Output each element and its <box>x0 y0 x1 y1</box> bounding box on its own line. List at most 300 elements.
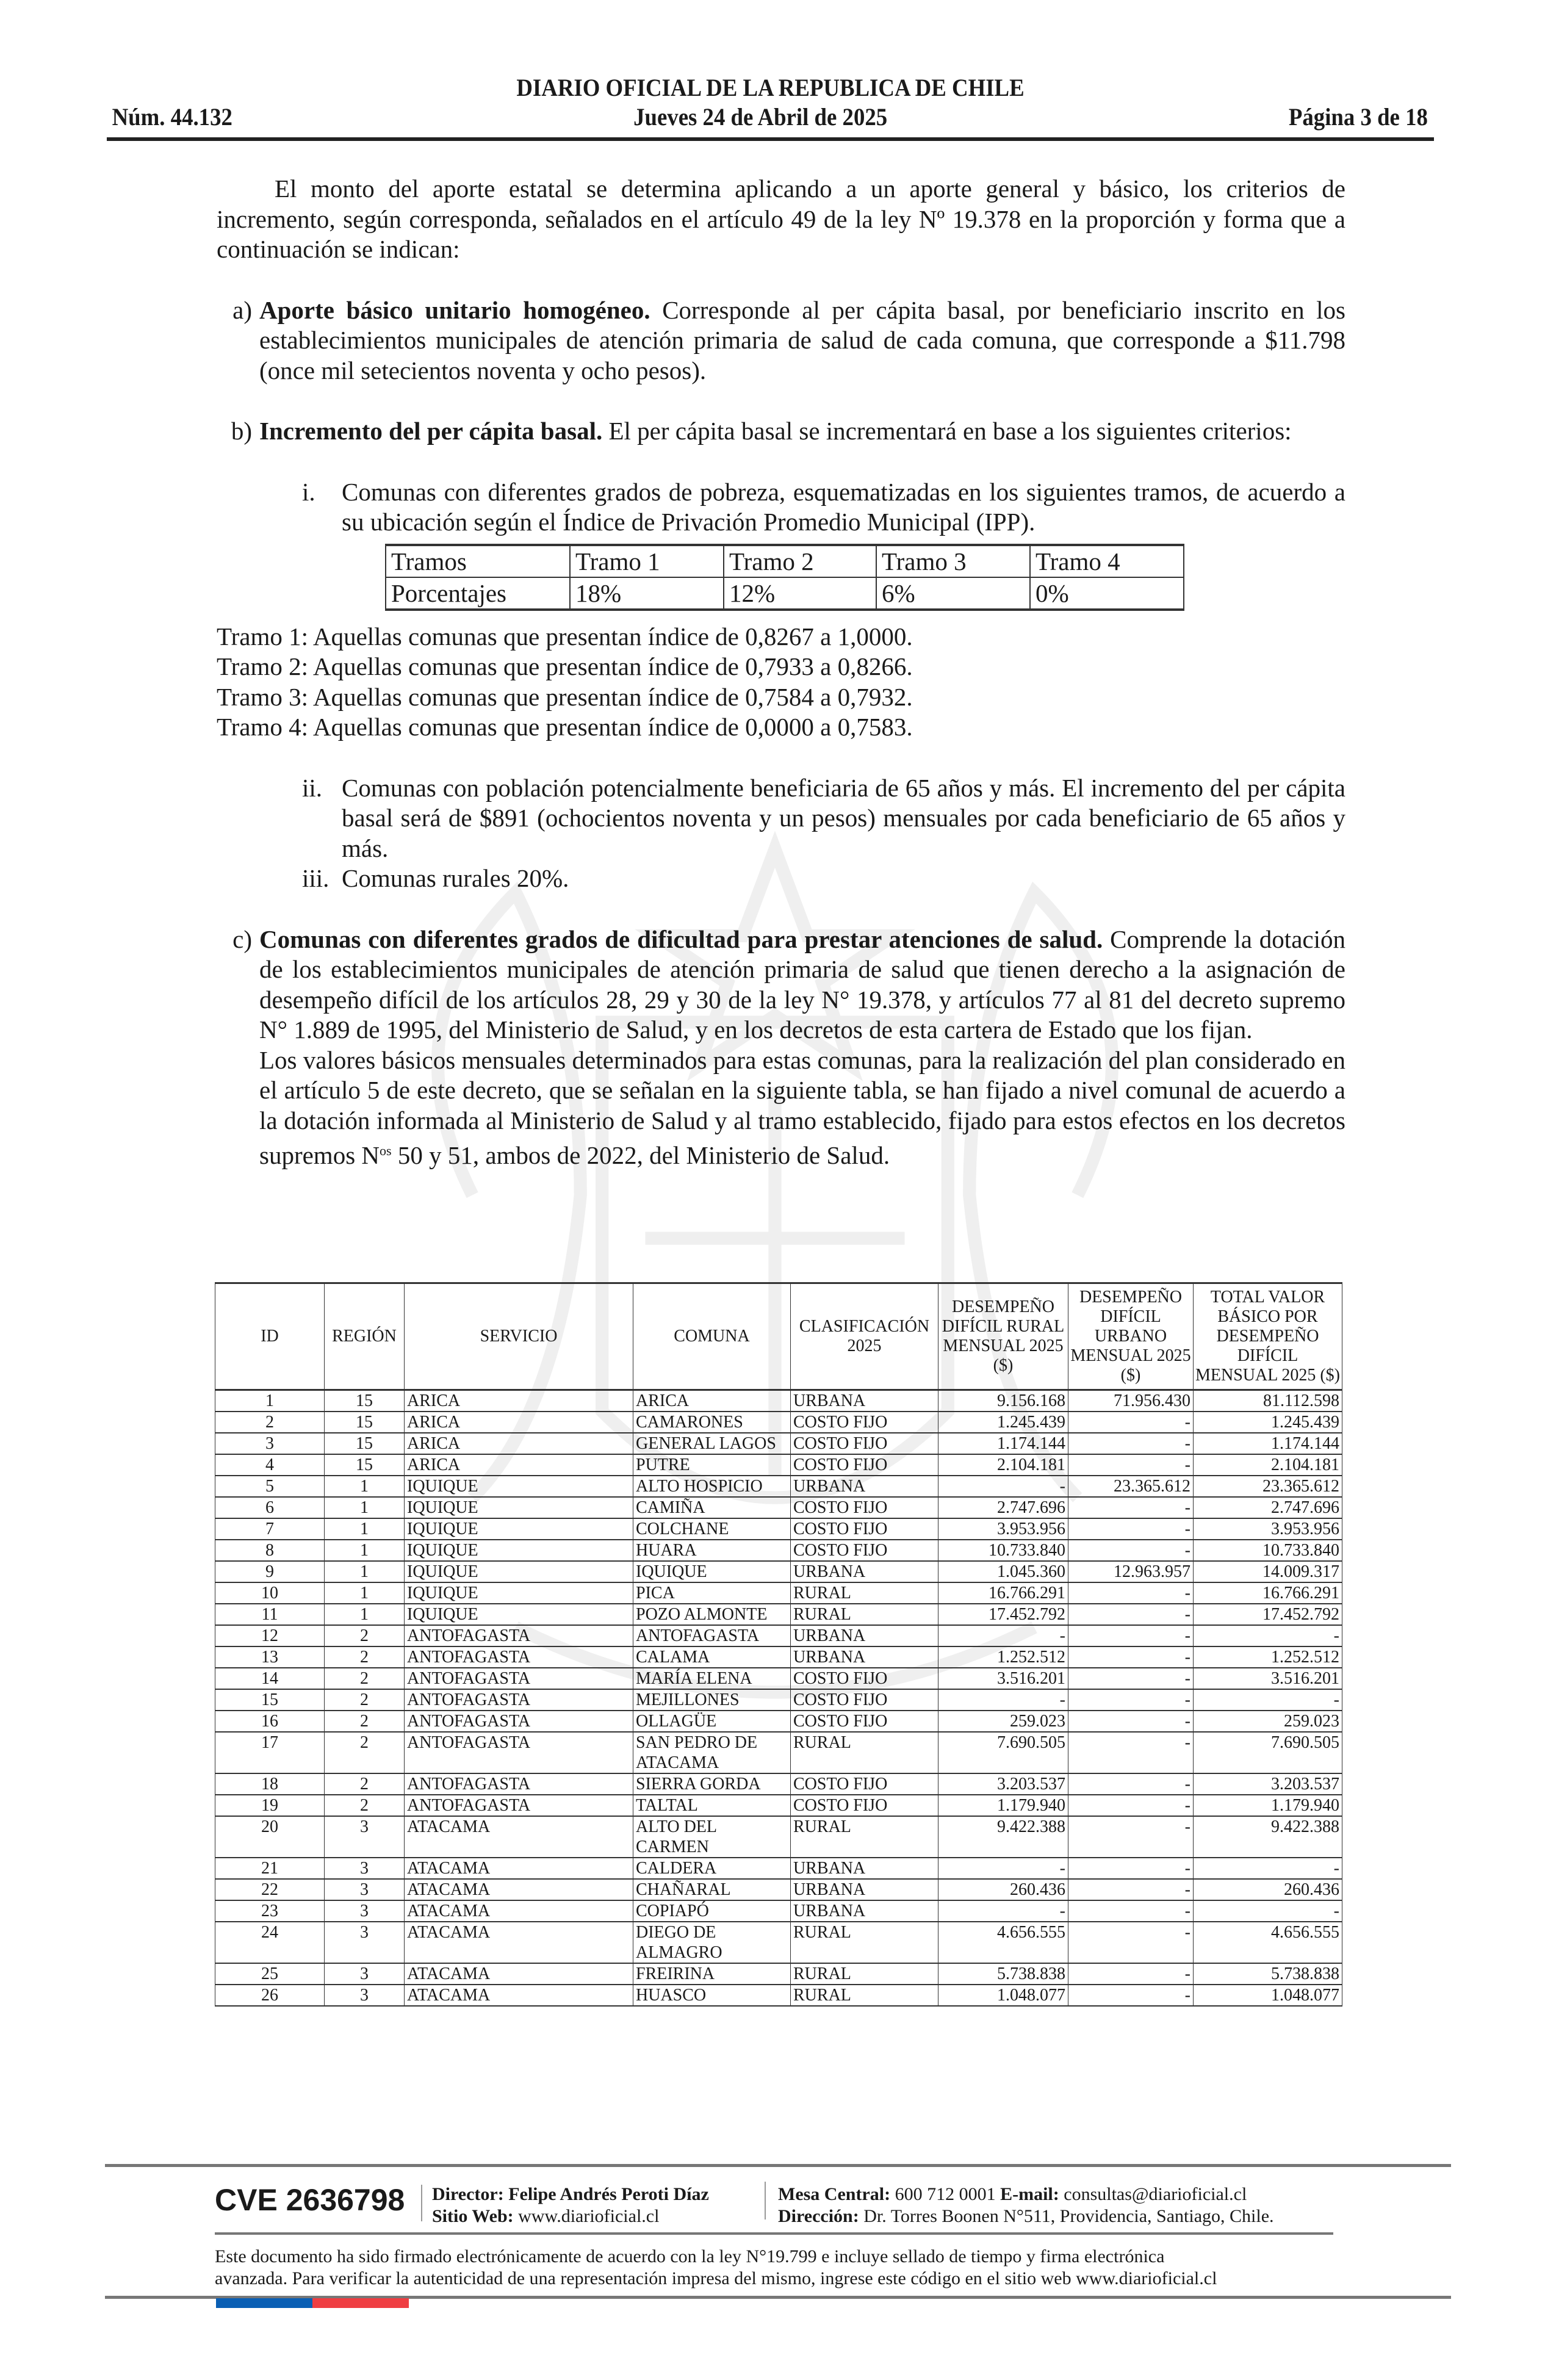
cell-total: 3.516.201 <box>1194 1668 1342 1689</box>
cell-clasificacion: COSTO FIJO <box>791 1454 938 1476</box>
footer-separator <box>421 2185 422 2221</box>
cell-clasificacion: RURAL <box>791 1922 938 1963</box>
table-row <box>215 1561 1342 1582</box>
cell-urbano: - <box>1068 1773 1194 1795</box>
cell-clasificacion: RURAL <box>791 1604 938 1625</box>
address-label: Dirección: <box>778 2206 859 2226</box>
cell-region: 2 <box>325 1668 405 1689</box>
cell-rural: - <box>938 1476 1068 1497</box>
cell-servicio: ARICA <box>405 1390 633 1412</box>
cell-servicio: ARICA <box>405 1412 633 1433</box>
email-link[interactable]: consultas@diarioficial.cl <box>1059 2184 1247 2204</box>
cell-id: 26 <box>215 1985 325 2006</box>
table-row <box>215 1879 1342 1900</box>
cell-urbano: - <box>1068 1646 1194 1668</box>
cell-total: 7.690.505 <box>1194 1732 1342 1773</box>
section-b-item-ii <box>302 773 1345 864</box>
cell-rural: 3.953.956 <box>938 1518 1068 1540</box>
cell-servicio: ARICA <box>405 1433 633 1454</box>
section-b <box>217 416 1345 447</box>
cell-region: 1 <box>325 1476 405 1497</box>
cell-total: 81.112.598 <box>1194 1390 1342 1412</box>
cell-rural: 2.104.181 <box>938 1454 1068 1476</box>
cell-comuna: IQUIQUE <box>633 1561 791 1582</box>
document-body <box>217 174 1345 1171</box>
section-b-title: Incremento del per cápita basal. <box>259 417 603 445</box>
cell-clasificacion: URBANA <box>791 1561 938 1582</box>
cell-clasificacion: RURAL <box>791 1732 938 1773</box>
table-row <box>215 1985 1342 2006</box>
cell-id: 3 <box>215 1433 325 1454</box>
column-header-comuna: COMUNA <box>633 1283 791 1390</box>
table-row <box>215 1711 1342 1732</box>
cell-region: 2 <box>325 1646 405 1668</box>
cell-urbano: - <box>1068 1412 1194 1433</box>
column-header-total: TOTAL VALOR BÁSICO POR DESEMPEÑO DIFÍCIL MENSUAL 2025 ($) <box>1194 1283 1342 1390</box>
cell-comuna: COLCHANE <box>633 1518 791 1540</box>
cell-total: - <box>1194 1689 1342 1711</box>
cell-urbano: - <box>1068 1540 1194 1561</box>
cell-urbano: - <box>1068 1922 1194 1963</box>
cell-region: 15 <box>325 1433 405 1454</box>
tramo-definition: Tramo 1: Aquellas comunas que presentan índice de 0,8267 a 1,0000. <box>217 622 913 651</box>
cell-rural: 1.179.940 <box>938 1795 1068 1816</box>
cell-id: 23 <box>215 1900 325 1922</box>
column-header-id: ID <box>215 1283 325 1390</box>
address-value: Dr. Torres Boonen N°511, Providencia, Santiago, Chile. <box>859 2206 1274 2226</box>
director-name: Felipe Andrés Peroti Díaz <box>503 2184 709 2204</box>
cell-id: 20 <box>215 1816 325 1858</box>
cell-servicio: IQUIQUE <box>405 1540 633 1561</box>
section-b-item-iii <box>302 864 1345 894</box>
publication-title: DIARIO OFICIAL DE LA REPUBLICA DE CHILE <box>516 74 1025 101</box>
cell-total: 260.436 <box>1194 1879 1342 1900</box>
flag-stripe-red <box>312 2298 409 2308</box>
cell-clasificacion: URBANA <box>791 1858 938 1879</box>
cell-servicio: IQUIQUE <box>405 1476 633 1497</box>
footer-divider <box>105 2164 1451 2167</box>
cell-rural: - <box>938 1689 1068 1711</box>
web-label: Sitio Web: <box>432 2206 514 2226</box>
cell-servicio: ANTOFAGASTA <box>405 1625 633 1646</box>
cell-rural: 260.436 <box>938 1879 1068 1900</box>
cell-total: 3.953.956 <box>1194 1518 1342 1540</box>
cell-rural: 3.203.537 <box>938 1773 1068 1795</box>
table-cell: Tramo 2 <box>724 545 876 577</box>
table-cell: Tramo 3 <box>876 545 1030 577</box>
section-c <box>217 925 1345 1171</box>
cell-region: 3 <box>325 1922 405 1963</box>
cell-urbano: - <box>1068 1732 1194 1773</box>
cell-id: 2 <box>215 1412 325 1433</box>
cell-comuna: ANTOFAGASTA <box>633 1625 791 1646</box>
tramo-definition: Tramo 3: Aquellas comunas que presentan índice de 0,7584 a 0,7932. <box>217 682 913 711</box>
table-row <box>215 1900 1342 1922</box>
cell-comuna: COPIAPÓ <box>633 1900 791 1922</box>
cell-rural: 1.174.144 <box>938 1433 1068 1454</box>
table-row <box>215 1497 1342 1518</box>
superscript: os <box>380 1143 392 1158</box>
table-row <box>215 1922 1342 1963</box>
cell-urbano: 71.956.430 <box>1068 1390 1194 1412</box>
phone-label: Mesa Central: <box>778 2184 891 2204</box>
section-a-title: Aporte básico unitario homogéneo. <box>259 295 650 324</box>
web-link[interactable]: www.diarioficial.cl <box>513 2206 660 2226</box>
cell-rural: 3.516.201 <box>938 1668 1068 1689</box>
cell-total: 23.365.612 <box>1194 1476 1342 1497</box>
table-row <box>215 1518 1342 1540</box>
cell-urbano: - <box>1068 1879 1194 1900</box>
cell-urbano: 12.963.957 <box>1068 1561 1194 1582</box>
tramos-table <box>385 544 1184 611</box>
cell-rural: 4.656.555 <box>938 1922 1068 1963</box>
cell-clasificacion: RURAL <box>791 1963 938 1985</box>
cell-total: 9.422.388 <box>1194 1816 1342 1858</box>
cell-servicio: IQUIQUE <box>405 1604 633 1625</box>
table-row <box>215 1582 1342 1604</box>
section-c-paragraph2-end: 50 y 51, ambos de 2022, del Ministerio de Salud. <box>391 1141 890 1169</box>
cell-id: 17 <box>215 1732 325 1773</box>
footer-contact-block <box>778 2183 1274 2227</box>
cell-total: 17.452.792 <box>1194 1604 1342 1625</box>
cell-rural: 1.252.512 <box>938 1646 1068 1668</box>
cell-clasificacion: COSTO FIJO <box>791 1497 938 1518</box>
signature-note-line: Este documento ha sido firmado electrónicamente de acuerdo con la ley N°19.799 e incluye sellado de tiempo y firma electrónica <box>215 2246 1165 2266</box>
cell-id: 9 <box>215 1561 325 1582</box>
cell-comuna: OLLAGÜE <box>633 1711 791 1732</box>
cell-servicio: ARICA <box>405 1454 633 1476</box>
section-b-text: El per cápita basal se incrementará en base a los siguientes criterios: <box>602 417 1292 445</box>
table-row <box>215 1540 1342 1561</box>
cell-region: 3 <box>325 1816 405 1858</box>
cell-clasificacion: URBANA <box>791 1879 938 1900</box>
cell-clasificacion: COSTO FIJO <box>791 1795 938 1816</box>
cell-region: 1 <box>325 1518 405 1540</box>
cell-rural: 17.452.792 <box>938 1604 1068 1625</box>
cell-region: 3 <box>325 1858 405 1879</box>
cell-total: 259.023 <box>1194 1711 1342 1732</box>
cell-urbano: - <box>1068 1582 1194 1604</box>
cell-comuna: CAMARONES <box>633 1412 791 1433</box>
cell-region: 2 <box>325 1795 405 1816</box>
cell-comuna: ALTO HOSPICIO <box>633 1476 791 1497</box>
header-divider <box>107 137 1434 141</box>
cell-servicio: ANTOFAGASTA <box>405 1668 633 1689</box>
section-c-title: Comunas con diferentes grados de dificultad para prestar atenciones de salud. <box>259 925 1103 953</box>
cell-servicio: ATACAMA <box>405 1858 633 1879</box>
cell-comuna: ARICA <box>633 1390 791 1412</box>
cell-servicio: ANTOFAGASTA <box>405 1732 633 1773</box>
cell-rural: 2.747.696 <box>938 1497 1068 1518</box>
cell-comuna: PUTRE <box>633 1454 791 1476</box>
cell-region: 2 <box>325 1773 405 1795</box>
cell-region: 15 <box>325 1412 405 1433</box>
cell-servicio: ANTOFAGASTA <box>405 1773 633 1795</box>
cell-servicio: ATACAMA <box>405 1900 633 1922</box>
table-cell: Tramo 4 <box>1030 545 1184 577</box>
table-row <box>215 1476 1342 1497</box>
cell-servicio: IQUIQUE <box>405 1518 633 1540</box>
cell-comuna: DIEGO DE ALMAGRO <box>633 1922 791 1963</box>
column-header-region: REGIÓN <box>325 1283 405 1390</box>
cell-servicio: ATACAMA <box>405 1922 633 1963</box>
cell-servicio: IQUIQUE <box>405 1497 633 1518</box>
cell-rural: 1.048.077 <box>938 1985 1068 2006</box>
cell-total: 1.252.512 <box>1194 1646 1342 1668</box>
section-b-item-i <box>302 477 1345 538</box>
cell-urbano: - <box>1068 1625 1194 1646</box>
cell-urbano: 23.365.612 <box>1068 1476 1194 1497</box>
cell-region: 3 <box>325 1879 405 1900</box>
section-a <box>217 295 1345 386</box>
cell-comuna: FREIRINA <box>633 1963 791 1985</box>
cell-region: 3 <box>325 1985 405 2006</box>
cell-urbano: - <box>1068 1668 1194 1689</box>
cell-total: 1.174.144 <box>1194 1433 1342 1454</box>
issue-date: Jueves 24 de Abril de 2025 <box>633 103 887 131</box>
cell-id: 18 <box>215 1773 325 1795</box>
table-row <box>215 1795 1342 1816</box>
cell-total: 2.104.181 <box>1194 1454 1342 1476</box>
cell-total: 2.747.696 <box>1194 1497 1342 1518</box>
tramo-definition: Tramo 2: Aquellas comunas que presentan índice de 0,7933 a 0,8266. <box>217 652 913 680</box>
cell-rural: - <box>938 1858 1068 1879</box>
issue-number: Núm. 44.132 <box>112 103 232 131</box>
cell-urbano: - <box>1068 1518 1194 1540</box>
cell-clasificacion: URBANA <box>791 1646 938 1668</box>
cell-urbano: - <box>1068 1963 1194 1985</box>
cell-rural: 7.690.505 <box>938 1732 1068 1773</box>
cell-total: 14.009.317 <box>1194 1561 1342 1582</box>
cell-servicio: IQUIQUE <box>405 1582 633 1604</box>
cve-code: CVE 2636798 <box>215 2183 405 2217</box>
cell-region: 1 <box>325 1540 405 1561</box>
cell-clasificacion: URBANA <box>791 1476 938 1497</box>
cell-servicio: ATACAMA <box>405 1879 633 1900</box>
cell-id: 22 <box>215 1879 325 1900</box>
page-number: Página 3 de 18 <box>1289 103 1428 131</box>
cell-total: 4.656.555 <box>1194 1922 1342 1963</box>
cell-urbano: - <box>1068 1689 1194 1711</box>
cell-region: 15 <box>325 1390 405 1412</box>
cell-servicio: ANTOFAGASTA <box>405 1689 633 1711</box>
cell-total: 10.733.840 <box>1194 1540 1342 1561</box>
table-cell: 18% <box>570 577 724 610</box>
cell-comuna: GENERAL LAGOS <box>633 1433 791 1454</box>
cell-comuna: ALTO DEL CARMEN <box>633 1816 791 1858</box>
item-text: Comunas con diferentes grados de pobreza, esquematizadas en los siguientes tramos, de acuerdo a su ubicación según el Índice de Privación Promedio Municipal (IPP). <box>342 477 1345 536</box>
cell-region: 1 <box>325 1604 405 1625</box>
cell-region: 2 <box>325 1625 405 1646</box>
cell-id: 12 <box>215 1625 325 1646</box>
cell-region: 2 <box>325 1732 405 1773</box>
item-marker: i. <box>302 477 315 506</box>
cell-id: 19 <box>215 1795 325 1816</box>
cell-clasificacion: RURAL <box>791 1816 938 1858</box>
cell-id: 6 <box>215 1497 325 1518</box>
cell-id: 25 <box>215 1963 325 1985</box>
cell-rural: 10.733.840 <box>938 1540 1068 1561</box>
table-cell: Porcentajes <box>386 577 570 610</box>
cell-clasificacion: COSTO FIJO <box>791 1773 938 1795</box>
column-header-urbano: DESEMPEÑO DIFÍCIL URBANO MENSUAL 2025 ($) <box>1068 1283 1194 1390</box>
cell-urbano: - <box>1068 1900 1194 1922</box>
cell-clasificacion: COSTO FIJO <box>791 1668 938 1689</box>
table-row <box>215 1816 1342 1858</box>
cell-clasificacion: RURAL <box>791 1985 938 2006</box>
cell-rural: 9.422.388 <box>938 1816 1068 1858</box>
cell-region: 1 <box>325 1497 405 1518</box>
cell-region: 3 <box>325 1900 405 1922</box>
cell-clasificacion: URBANA <box>791 1390 938 1412</box>
flag-stripe-blue <box>216 2298 312 2308</box>
cell-comuna: POZO ALMONTE <box>633 1604 791 1625</box>
cell-comuna: CAMIÑA <box>633 1497 791 1518</box>
tramos-header-row <box>386 545 1184 577</box>
cell-urbano: - <box>1068 1858 1194 1879</box>
cell-region: 3 <box>325 1963 405 1985</box>
cell-id: 8 <box>215 1540 325 1561</box>
table-cell: Tramos <box>386 545 570 577</box>
cell-comuna: MEJILLONES <box>633 1689 791 1711</box>
cell-comuna: SIERRA GORDA <box>633 1773 791 1795</box>
cell-id: 21 <box>215 1858 325 1879</box>
cell-total: 1.245.439 <box>1194 1412 1342 1433</box>
cell-total: 16.766.291 <box>1194 1582 1342 1604</box>
cell-comuna: HUARA <box>633 1540 791 1561</box>
cell-total: - <box>1194 1900 1342 1922</box>
footer-separator <box>765 2182 766 2220</box>
cell-servicio: ATACAMA <box>405 1985 633 2006</box>
cell-id: 14 <box>215 1668 325 1689</box>
cell-comuna: HUASCO <box>633 1985 791 2006</box>
cell-id: 15 <box>215 1689 325 1711</box>
cell-servicio: ATACAMA <box>405 1963 633 1985</box>
cell-rural: 259.023 <box>938 1711 1068 1732</box>
cell-servicio: ANTOFAGASTA <box>405 1711 633 1732</box>
table-header-row <box>215 1283 1342 1390</box>
cell-region: 1 <box>325 1582 405 1604</box>
cell-comuna: CHAÑARAL <box>633 1879 791 1900</box>
email-label: E-mail: <box>1000 2184 1059 2204</box>
table-row <box>215 1625 1342 1646</box>
cell-rural: - <box>938 1625 1068 1646</box>
desempeno-dificil-table <box>215 1282 1342 2007</box>
page-header <box>107 73 1434 132</box>
column-header-servicio: SERVICIO <box>405 1283 633 1390</box>
table-cell: 12% <box>724 577 876 610</box>
cell-id: 11 <box>215 1604 325 1625</box>
item-marker: ii. <box>302 773 323 802</box>
cell-rural: 1.045.360 <box>938 1561 1068 1582</box>
cell-comuna: SAN PEDRO DE ATACAMA <box>633 1732 791 1773</box>
table-cell: Tramo 1 <box>570 545 724 577</box>
table-row <box>215 1604 1342 1625</box>
cell-urbano: - <box>1068 1604 1194 1625</box>
cell-rural: 5.738.838 <box>938 1963 1068 1985</box>
cell-comuna: CALDERA <box>633 1858 791 1879</box>
table-cell: 0% <box>1030 577 1184 610</box>
table-row <box>215 1773 1342 1795</box>
cell-clasificacion: RURAL <box>791 1582 938 1604</box>
cell-rural: 9.156.168 <box>938 1390 1068 1412</box>
column-header-clasificacion: CLASIFICACIÓN 2025 <box>791 1283 938 1390</box>
cell-clasificacion: COSTO FIJO <box>791 1711 938 1732</box>
cell-comuna: TALTAL <box>633 1795 791 1816</box>
section-b-marker: b) <box>231 417 252 445</box>
cell-id: 4 <box>215 1454 325 1476</box>
table-body <box>215 1390 1342 2007</box>
cell-clasificacion: COSTO FIJO <box>791 1689 938 1711</box>
column-header-rural: DESEMPEÑO DIFÍCIL RURAL MENSUAL 2025 ($) <box>938 1283 1068 1390</box>
cell-id: 10 <box>215 1582 325 1604</box>
tramo-definition: Tramo 4: Aquellas comunas que presentan índice de 0,0000 a 0,7583. <box>217 713 913 741</box>
cell-servicio: ATACAMA <box>405 1816 633 1858</box>
cell-clasificacion: COSTO FIJO <box>791 1433 938 1454</box>
cell-id: 1 <box>215 1390 325 1412</box>
cell-region: 15 <box>325 1454 405 1476</box>
cell-rural: - <box>938 1900 1068 1922</box>
table-row <box>215 1454 1342 1476</box>
cell-total: - <box>1194 1625 1342 1646</box>
table-row <box>215 1390 1342 1412</box>
cell-clasificacion: COSTO FIJO <box>791 1518 938 1540</box>
cell-urbano: - <box>1068 1711 1194 1732</box>
item-marker: iii. <box>302 864 330 892</box>
table-row <box>215 1646 1342 1668</box>
cell-id: 5 <box>215 1476 325 1497</box>
cell-rural: 16.766.291 <box>938 1582 1068 1604</box>
cell-region: 1 <box>325 1561 405 1582</box>
section-c-text: Comprende la dotación de los establecimientos municipales de atención primaria de salud que tienen derecho a la asignación de desempeño difícil de los artículos 28, 29 y 30 de la ley N° 19.378, y artículos 77 al 81 del decreto supremo N° 1.889 de 1995, del Ministerio de Salud, y en los decretos de esta cartera de Estado que los fijan. <box>259 925 1345 1044</box>
cell-rural: 1.245.439 <box>938 1412 1068 1433</box>
section-a-text: Corresponde al per cápita basal, por beneficiario inscrito en los establecimientos municipales de atención primaria de salud de cada comuna, que corresponde a $11.798 (once mil setecientos noventa y ocho pesos). <box>259 295 1346 384</box>
cell-servicio: ANTOFAGASTA <box>405 1795 633 1816</box>
cell-urbano: - <box>1068 1454 1194 1476</box>
cell-servicio: ANTOFAGASTA <box>405 1646 633 1668</box>
footer-director-block <box>432 2183 709 2227</box>
tramo-definitions <box>217 622 1345 743</box>
cell-urbano: - <box>1068 1985 1194 2006</box>
cell-total: - <box>1194 1858 1342 1879</box>
cell-clasificacion: COSTO FIJO <box>791 1540 938 1561</box>
item-text: Comunas con población potencialmente beneficiaria de 65 años y más. El incremento del per cápita basal será de $891 (ochocientos noventa y un pesos) mensuales por cada beneficiario de 65 años y más. <box>342 773 1345 862</box>
cell-region: 2 <box>325 1711 405 1732</box>
section-c-paragraph2: Los valores básicos mensuales determinados para estas comunas, para la realización del plan considerado en el artículo 5 de este decreto, que se señalan en la siguiente tabla, se han fijado a nivel comunal de acuerdo a la dotación informada al Ministerio de Salud y al tramo establecido, fijado para estos efectos en los decretos supremos N <box>259 1045 1345 1169</box>
table-row <box>215 1858 1342 1879</box>
table-row <box>215 1689 1342 1711</box>
table-row <box>215 1732 1342 1773</box>
table-row <box>215 1412 1342 1433</box>
cell-urbano: - <box>1068 1497 1194 1518</box>
tramos-percent-row <box>386 577 1184 610</box>
cell-urbano: - <box>1068 1816 1194 1858</box>
cell-total: 3.203.537 <box>1194 1773 1342 1795</box>
cell-urbano: - <box>1068 1433 1194 1454</box>
cell-comuna: MARÍA ELENA <box>633 1668 791 1689</box>
table-row <box>215 1963 1342 1985</box>
signature-note <box>215 2246 1338 2290</box>
cell-urbano: - <box>1068 1795 1194 1816</box>
cell-clasificacion: URBANA <box>791 1900 938 1922</box>
section-a-marker: a) <box>232 295 252 324</box>
cell-comuna: CALAMA <box>633 1646 791 1668</box>
cell-id: 7 <box>215 1518 325 1540</box>
item-text: Comunas rurales 20%. <box>342 864 569 892</box>
cell-servicio: IQUIQUE <box>405 1561 633 1582</box>
cell-clasificacion: URBANA <box>791 1625 938 1646</box>
cell-comuna: PICA <box>633 1582 791 1604</box>
